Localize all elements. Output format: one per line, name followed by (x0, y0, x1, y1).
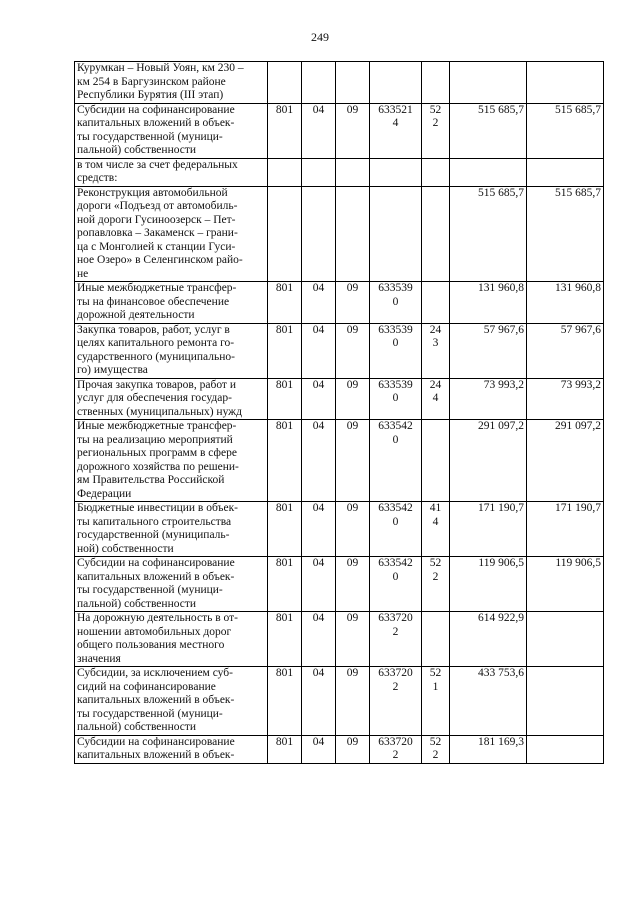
section-code: 04 (302, 667, 336, 736)
amount-2 (527, 158, 604, 186)
row-name: На дорожную деятельность в от- ношении автомобильных дорог общего пользования местного значения (75, 612, 268, 667)
subsection-code: 09 (336, 612, 370, 667)
budget-table (74, 61, 604, 764)
amount-1: 515 685,7 (450, 186, 527, 282)
row-name: Субсидии, за исключением суб- сидий на софинансирование капитальных вложений в объек- ты государственной (муници- пальной) собственности (75, 667, 268, 736)
target-article-code (370, 186, 422, 282)
row-name: Закупка товаров, работ, услуг в целях капитального ремонта го- сударственного (муниципально- го) имущества (75, 323, 268, 378)
expense-type-code: 52 2 (422, 557, 450, 612)
row-name: Иные межбюджетные трансфер- ты на финансовое обеспечение дорожной деятельности (75, 282, 268, 324)
amount-1: 57 967,6 (450, 323, 527, 378)
expense-type-code (422, 186, 450, 282)
table-row (75, 378, 604, 420)
ministry-code: 801 (268, 502, 302, 557)
section-code: 04 (302, 557, 336, 612)
target-article-code: 633539 0 (370, 323, 422, 378)
section-code: 04 (302, 502, 336, 557)
subsection-code: 09 (336, 323, 370, 378)
page-number: 249 (311, 30, 329, 44)
table-row (75, 735, 604, 763)
section-code: 04 (302, 420, 336, 502)
expense-type-code: 24 4 (422, 378, 450, 420)
expense-type-code: 52 1 (422, 667, 450, 736)
amount-1: 433 753,6 (450, 667, 527, 736)
expense-type-code (422, 420, 450, 502)
ministry-code: 801 (268, 103, 302, 158)
amount-1: 119 906,5 (450, 557, 527, 612)
row-name: Субсидии на софинансирование капитальных вложений в объек- (75, 735, 268, 763)
amount-2: 73 993,2 (527, 378, 604, 420)
expense-type-code (422, 612, 450, 667)
amount-1: 171 190,7 (450, 502, 527, 557)
target-article-code: 633720 2 (370, 612, 422, 667)
table-row (75, 323, 604, 378)
subsection-code (336, 158, 370, 186)
amount-2 (527, 612, 604, 667)
section-code: 04 (302, 735, 336, 763)
row-name: Прочая закупка товаров, работ и услуг для обеспечения государ- ственных (муниципальных) нужд (75, 378, 268, 420)
amount-2: 515 685,7 (527, 186, 604, 282)
amount-2: 515 685,7 (527, 103, 604, 158)
expense-type-code (422, 158, 450, 186)
subsection-code: 09 (336, 557, 370, 612)
ministry-code: 801 (268, 667, 302, 736)
table-row (75, 612, 604, 667)
amount-2 (527, 735, 604, 763)
amount-2: 131 960,8 (527, 282, 604, 324)
target-article-code: 633539 0 (370, 378, 422, 420)
section-code: 04 (302, 378, 336, 420)
table-row (75, 62, 604, 104)
ministry-code: 801 (268, 420, 302, 502)
subsection-code: 09 (336, 282, 370, 324)
row-name: Иные межбюджетные трансфер- ты на реализацию мероприятий региональных программ в сфере дорожного хозяйства по решени- ям Правительства Российской Федерации (75, 420, 268, 502)
ministry-code (268, 62, 302, 104)
section-code: 04 (302, 103, 336, 158)
row-name: Субсидии на софинансирование капитальных вложений в объек- ты государственной (муници- пальной) собственности (75, 103, 268, 158)
expense-type-code: 41 4 (422, 502, 450, 557)
amount-2: 291 097,2 (527, 420, 604, 502)
ministry-code: 801 (268, 378, 302, 420)
target-article-code: 633720 2 (370, 667, 422, 736)
table-row (75, 158, 604, 186)
subsection-code: 09 (336, 735, 370, 763)
target-article-code (370, 62, 422, 104)
amount-1: 73 993,2 (450, 378, 527, 420)
amount-2 (527, 667, 604, 736)
section-code (302, 62, 336, 104)
subsection-code: 09 (336, 420, 370, 502)
expense-type-code (422, 282, 450, 324)
ministry-code: 801 (268, 282, 302, 324)
target-article-code (370, 158, 422, 186)
amount-1: 614 922,9 (450, 612, 527, 667)
amount-2: 171 190,7 (527, 502, 604, 557)
table-row (75, 502, 604, 557)
amount-2 (527, 62, 604, 104)
expense-type-code (422, 62, 450, 104)
amount-1 (450, 62, 527, 104)
ministry-code (268, 186, 302, 282)
expense-type-code: 52 2 (422, 103, 450, 158)
section-code: 04 (302, 612, 336, 667)
target-article-code: 633720 2 (370, 735, 422, 763)
subsection-code: 09 (336, 378, 370, 420)
amount-1: 291 097,2 (450, 420, 527, 502)
subsection-code (336, 62, 370, 104)
row-name: Бюджетные инвестиции в объек- ты капитального строительства государственной (муниципаль- ной) собственности (75, 502, 268, 557)
expense-type-code: 24 3 (422, 323, 450, 378)
ministry-code: 801 (268, 557, 302, 612)
row-name: в том числе за счет федеральных средств: (75, 158, 268, 186)
target-article-code: 633542 0 (370, 420, 422, 502)
section-code (302, 186, 336, 282)
ministry-code: 801 (268, 735, 302, 763)
table-row (75, 103, 604, 158)
row-name: Реконструкция автомобильной дороги «Подъезд от автомобиль- ной дороги Гусиноозерск – Пет- ропавловка – Закаменск – грани- ца с Монголией к станции Гуси- ное Озеро» в Селенгинском райо- не (75, 186, 268, 282)
table-row (75, 420, 604, 502)
ministry-code: 801 (268, 323, 302, 378)
amount-1 (450, 158, 527, 186)
amount-2: 119 906,5 (527, 557, 604, 612)
subsection-code: 09 (336, 103, 370, 158)
table-row (75, 282, 604, 324)
section-code: 04 (302, 282, 336, 324)
section-code: 04 (302, 323, 336, 378)
ministry-code: 801 (268, 612, 302, 667)
ministry-code (268, 158, 302, 186)
target-article-code: 633542 0 (370, 557, 422, 612)
amount-1: 181 169,3 (450, 735, 527, 763)
amount-2: 57 967,6 (527, 323, 604, 378)
row-name: Курумкан – Новый Уоян, км 230 – км 254 в Баргузинском районе Республики Бурятия (III этап) (75, 62, 268, 104)
amount-1: 131 960,8 (450, 282, 527, 324)
target-article-code: 633521 4 (370, 103, 422, 158)
subsection-code: 09 (336, 667, 370, 736)
amount-1: 515 685,7 (450, 103, 527, 158)
expense-type-code: 52 2 (422, 735, 450, 763)
section-code (302, 158, 336, 186)
table-row (75, 557, 604, 612)
target-article-code: 633539 0 (370, 282, 422, 324)
row-name: Субсидии на софинансирование капитальных вложений в объек- ты государственной (муници- пальной) собственности (75, 557, 268, 612)
table-row (75, 186, 604, 282)
subsection-code (336, 186, 370, 282)
table-row (75, 667, 604, 736)
subsection-code: 09 (336, 502, 370, 557)
target-article-code: 633542 0 (370, 502, 422, 557)
